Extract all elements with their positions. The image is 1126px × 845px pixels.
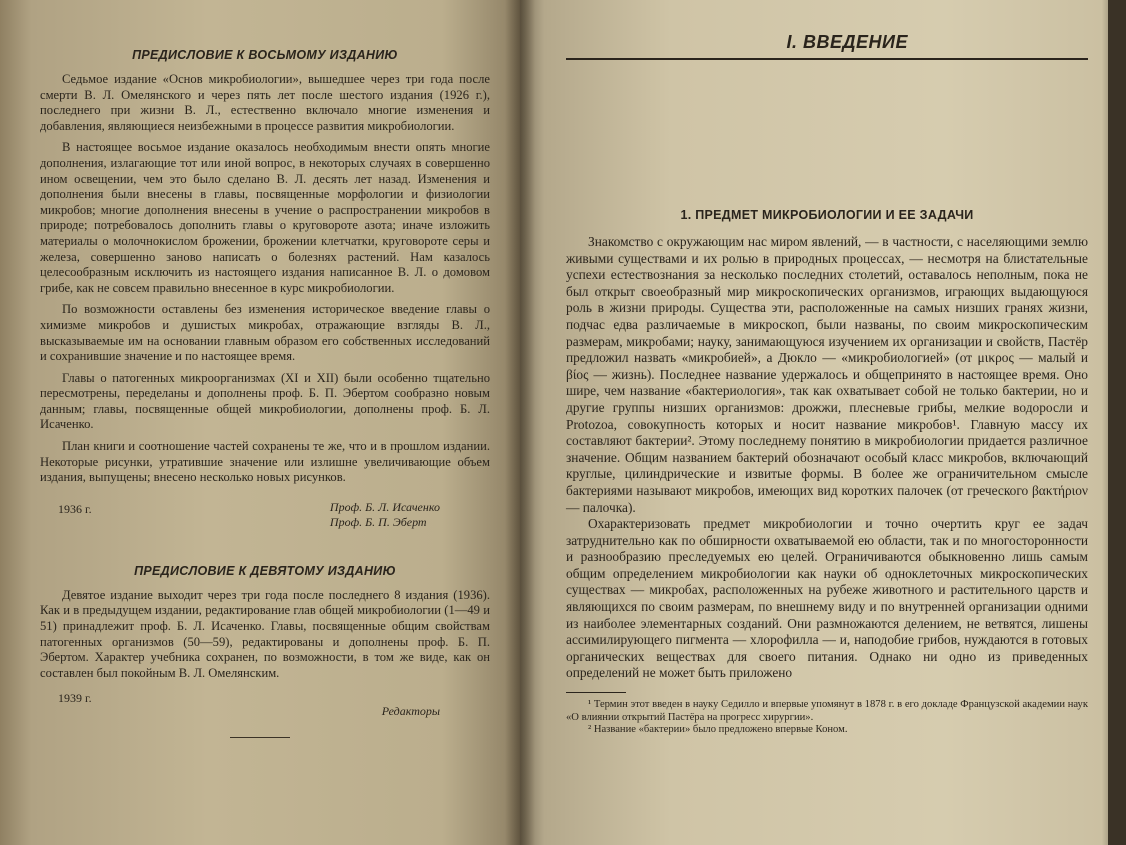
footnote: ¹ Термин этот введен в науку Седилло и впервые упомянут в 1878 г. в его докладе Французской академии наук «О влиянии открытий Пастёра на прогресс хирургии». [566,699,1088,723]
preface-8-paragraph: Седьмое издание «Основ микробиологии», вышедшее через три года после смерти В. Л. Омелянского и через пять лет после шестого издания (1926 г.), последнего при жизни В. Л., естественно включало многие изменения и добавления, являющиеся неизбежными в процессе развития микробиологии. [40,72,490,133]
preface-8-paragraph: План книги и соотношение частей сохранены те же, что и в прошлом издании. Некоторые рисунки, утратившие значение или излишне увеличивающие объем издания, выпущены; внесено несколько новых рисунков. [40,439,490,485]
preface-9-title: ПРЕДИСЛОВИЕ К ДЕВЯТОМУ ИЗДАНИЮ [134,563,396,578]
preface-9-year: 1939 г. [58,691,92,706]
footnote: ² Название «бактерии» было предложено впервые Коном. [588,724,848,736]
preface-8-signers [330,500,490,530]
preface-8-signature [40,500,490,530]
preface-8-year: 1936 г. [58,501,92,516]
left-page [0,0,520,845]
footnote-rule [566,692,626,693]
preface-8-paragraph: В настоящее восьмое издание оказалось необходимым внести опять многие дополнения, излагающие тот или иной вопрос, в некоторых случаях в совершенно ином освещении, чем это было сделано В. Л. десять лет назад. Изменения и дополнения были внесены в главы, посвященные морфологии и физиологии микробов; многие дополнения внесены в учение о распространении микробов в природе; потребовалось дополнить главы о круговороте азота; иначе изложить материалы о молочнокислом брожении, брожении клетчатки, круговороте серы и железа, совершенно заново написать о болезнях растений. Нам казалось целесообразным исключить из настоящего издания написанное В. Л. о домовом грибе, как не совсем правильно внесенное в курс микробиологии. [40,140,490,295]
preface-8-paragraph: По возможности оставлены без изменения историческое введение главы о химизме микробов и душистых микробах, отражающие взгляды В. Л., высказываемые им на основании главным образом его собственных исследований и сохранившие значение и по настоящее время. [40,302,490,364]
background-edge [1108,0,1126,845]
preface-9-paragraph: Девятое издание выходит через три года после последнего 8 издания (1936). Как и в предыдущем издании, редактирование глав общей микробиологии (1—49 и 51) принадлежит проф. Б. Л. Исаченко. Главы, посвященные общим свойствам патогенных организмов (50—59), редактированы и дополнены проф. Б. П. Эбертом. Характер учебника сохранен, по возможности, в том же виде, как он составлен был покойным В. Л. Омелянским. [40,587,490,680]
body-paragraph: Охарактеризовать предмет микробиологии и точно очертить круг ее задач затруднительно как по обширности охватываемой ею области, так и по многосторонности и разнообразию преследуемых ею целей. Ограничиваются обыкновенно лишь самым общим определением микробиологии как науки об одноклеточных микроскопических существах — микробах, расположенных на рубеже животного и растительного царств и являющихся по своим размерам, по внешнему виду и по внутренней организации одними из наиболее элементарных созданий. Они размножаются делением, не ветвятся, лишены ассимилирующего пигмента — хлорофилла — и, наподобие грибов, нуждаются в готовых органических веществах для своего питания. Однако ни одно из приведенных определений не может быть приложено [566,516,1088,681]
right-page [520,0,1126,845]
preface-9-signer: Редакторы [381,704,440,719]
signer-ebert: Проф. Б. П. Эберт [329,514,427,529]
chapter-heading: I. ВВЕДЕНИЕ [566,32,1088,60]
book-gutter [505,0,535,845]
body-paragraph: Знакомство с окружающим нас миром явлений, — в частности, с населяющими землю живыми существами и их ролью в природных процессах, — несмотря на блистательные успехи естествознания за несколько последних столетий, оставалось неполным, пока не был открыт своеобразный мир микроскопических организмов, играющих выдающуюся роль в жизни природы. Существа эти, расположенные на самых низших гранях жизни, подчас едва различаемые в микроскоп, были названы, по своим микроскопическим размерам, микробами; науку, занимающуюся изучением их организации и свойств, Пастёр предложил назвать «микробией», а Дюкло — «микробиологией» (от μικρος — малый и βίος — жизнь). Последнее название удержалось и общепринято в настоящее время. Оно шире, чем название «бактериология», так как охватывает собой не только бактерии, но и другие группы низших организмов: дрожжи, плесневые грибы, мелкие водоросли и Protozoa, совокупность которых и носит название микробов¹. Главную массу их составляют бактерии². Этому последнему понятию в микробиологии придается различное значение. Общим названием бактерий обозначают особый класс микробов, включающий круглые, цилиндрические и извитые формы. В более же ограничительном смысле бактериями называют микробов, имеющих вид коротких палочек (от греческого βακτήριον — палочка). [566,234,1088,515]
signer-isachenko: Проф. Б. Л. Исаченко [329,499,440,514]
section-heading: 1. ПРЕДМЕТ МИКРОБИОЛОГИИ И ЕЕ ЗАДАЧИ [680,208,974,222]
preface-8-title: ПРЕДИСЛОВИЕ К ВОСЬМОМУ ИЗДАНИЮ [132,48,398,62]
end-rule [230,737,290,738]
preface-8-paragraph: Главы о патогенных микроорганизмах (XI и XII) были особенно тщательно пересмотрены, переделаны и дополнены проф. Б. П. Эбертом сообразно новым данным; главы, посвященные общей микробиологии, дополнены проф. Б. Л. Исаченко. [40,370,490,432]
